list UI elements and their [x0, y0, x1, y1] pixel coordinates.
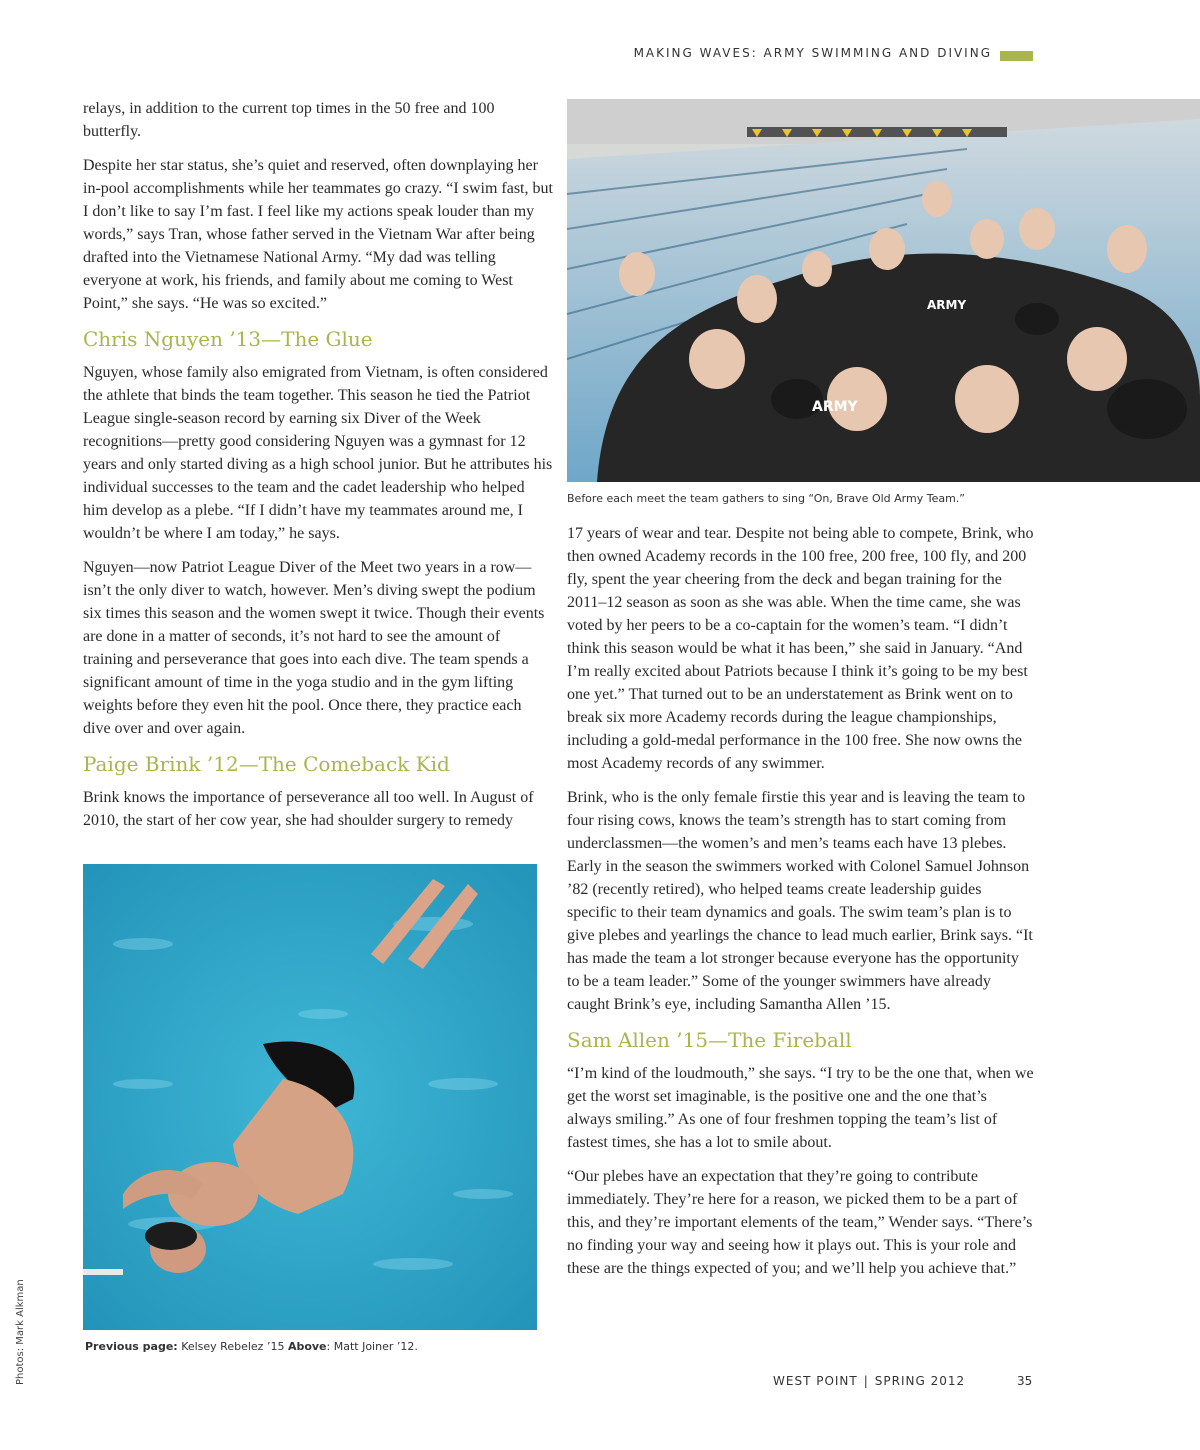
section-heading-paige-brink: Paige Brink ’12—The Comeback Kid [83, 752, 450, 776]
photo-caption [85, 1340, 418, 1353]
paragraph: relays, in addition to the current top times in the 50 free and 100 butterfly. [83, 100, 495, 140]
left-column [83, 97, 553, 843]
cap-lettering: ARMY [812, 399, 858, 415]
caption-label: Above [287, 1340, 327, 1353]
paragraph: “Our plebes have an expectation that they’re going to contribute immediately. They’re here for a reason, we picked them to be a part of this, and they’re important elements of the team,” Wender says. “There’s no finding your way and seeing how it plays out. This is your role and these are the things expected of you; and we’ll help you achieve that.” [567, 1168, 1033, 1277]
photo-credit: Photos: Mark Alkman [15, 1279, 26, 1385]
caption-label: Previous page: [85, 1340, 178, 1353]
footer [773, 1374, 965, 1388]
team-huddle-photo [567, 99, 1200, 482]
paragraph: Brink, who is the only female firstie this year and is leaving the team to four rising cows, knows the team’s strength has to start coming from underclassmen—the women’s and men’s teams each have 13 plebes. Early in the season the swimmers worked with Colonel Samuel Johnson ’82 (recently retired), who helped teams create leadership guides specific to their team dynamics and goals. The swim team’s plan is to give plebes and yearlings the chance to lead much earlier, Brink says. “It has made the team a lot stronger because everyone has the opportunity to be a team leader.” Some of the younger swimmers have already caught Brink’s eye, including Samantha Allen ’15. [567, 789, 1033, 1013]
section-heading-chris-nguyen: Chris Nguyen ’13—The Glue [83, 327, 373, 351]
paragraph: “I’m kind of the loudmouth,” she says. “I try to be the one that, when we get the worst set imaginable, is the positive one and the one that’s always smiling.” As one of four freshmen topping the team’s list of fastest times, she has a lot to smile about. [567, 1065, 1034, 1151]
caption-text: Kelsey Rebelez ’15 [181, 1340, 285, 1353]
photo-caption: Before each meet the team gathers to sing “On, Brave Old Army Team.” [567, 492, 965, 505]
paragraph: Despite her star status, she’s quiet and reserved, often downplaying her in-pool accomplishments while her teammates go crazy. “I swim fast, but I don’t like to say I’m fast. I feel like my actions speak louder than my words,” says Tran, whose father served in the Vietnam War after being drafted into the Vietnamese National Army. “My dad was telling everyone at work, his friends, and family about me coming to West Point,” she says. “He was so excited.” [83, 157, 553, 312]
right-column [567, 522, 1035, 1291]
cap-lettering: ARMY [927, 298, 967, 312]
diver-photo [83, 864, 537, 1330]
caption-text: : Matt Joiner ’12. [326, 1340, 418, 1353]
header-accent-bar [1000, 51, 1033, 61]
running-header: MAKING WAVES: ARMY SWIMMING AND DIVING [633, 46, 992, 60]
section-heading-sam-allen: Sam Allen ’15—The Fireball [567, 1028, 852, 1052]
paragraph: Nguyen—now Patriot League Diver of the Meet two years in a row—isn’t the only diver to watch, however. Men’s diving swept the podium six times this season and the women swept it twice. Though their events are done in a matter of seconds, it’s not hard to see the amount of training and perseverance that goes into each dive. The team spends a significant amount of time in the yoga studio and in the gym lifting weights before they even hit the pool. Once there, they practice each dive over and over again. [83, 559, 545, 737]
paragraph: Brink knows the importance of perseverance all too well. In August of 2010, the start of her cow year, she had shoulder surgery to remedy [83, 789, 534, 829]
paragraph: Nguyen, whose family also emigrated from Vietnam, is often considered the athlete that binds the team together. This season he tied the Patriot League single-season record by earning six Diver of the Week recognitions—pretty good considering Nguyen was a gymnast for 12 years and only started diving as a high school junior. But he attributes his individual successes to the team and the cadet leadership who helped him develop as a plebe. “If I didn’t have my teammates around me, I wouldn’t be where I am today,” he says. [83, 364, 553, 542]
page-number: 35 [1017, 1374, 1033, 1388]
footer-separator: | [863, 1374, 869, 1388]
paragraph: 17 years of wear and tear. Despite not being able to compete, Brink, who then owned Academy records in the 100 free, 200 free, 100 fly, and 200 fly, spent the year cheering from the deck and began training for the 2011–12 season as soon as she was able. When the time came, she was voted by her peers to be a co-captain for the women’s team. “I didn’t think this season would be what it has been,” she said in January. “And I’m really excited about Patriots because I think it’s going to be my best one yet.” That turned out to be an understatement as Brink went on to break six more Academy records during the league championships, including a gold-medal performance in the 100 free. She now owns the most Academy records of any swimmer. [567, 525, 1034, 772]
publication-name: WEST POINT [773, 1374, 858, 1388]
issue-date: SPRING 2012 [874, 1374, 966, 1388]
